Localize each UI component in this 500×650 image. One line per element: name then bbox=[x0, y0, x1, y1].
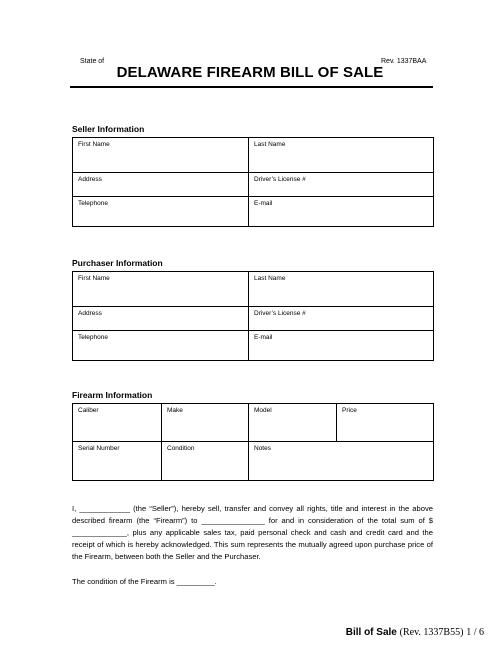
footer-revision: (Rev. 1337B55) bbox=[399, 627, 464, 638]
field-label: E-mail bbox=[254, 334, 273, 341]
field-label: Last Name bbox=[254, 275, 286, 282]
seller-last-name-field[interactable] bbox=[249, 138, 434, 173]
purchaser-email-field[interactable] bbox=[249, 331, 434, 361]
firearm-info-table bbox=[72, 403, 434, 481]
revision-code: Rev. 1337BAA bbox=[381, 58, 427, 65]
purchaser-first-name-field[interactable] bbox=[73, 272, 249, 307]
seller-section-heading: Seller Information bbox=[72, 124, 145, 134]
field-label: Last Name bbox=[254, 141, 286, 148]
firearm-section-heading: Firearm Information bbox=[72, 390, 153, 400]
seller-first-name-field[interactable] bbox=[73, 138, 249, 173]
field-label: Driver’s License # bbox=[254, 176, 306, 183]
firearm-model-field[interactable] bbox=[249, 404, 337, 442]
seller-address-field[interactable] bbox=[73, 173, 249, 197]
firearm-serial-number-field[interactable] bbox=[73, 442, 162, 481]
page-footer bbox=[346, 627, 484, 638]
field-label: Condition bbox=[167, 445, 195, 452]
seller-license-field[interactable] bbox=[249, 173, 434, 197]
field-label: Serial Number bbox=[78, 445, 120, 452]
footer-doc-name: Bill of Sale bbox=[345, 627, 397, 638]
seller-telephone-field[interactable] bbox=[73, 197, 249, 227]
field-label: Telephone bbox=[78, 334, 108, 341]
purchaser-telephone-field[interactable] bbox=[73, 331, 249, 361]
purchaser-section-heading: Purchaser Information bbox=[72, 258, 163, 268]
firearm-caliber-field[interactable] bbox=[73, 404, 162, 442]
firearm-price-field[interactable] bbox=[337, 404, 434, 442]
field-label: First Name bbox=[78, 141, 110, 148]
field-label: Price bbox=[342, 407, 357, 414]
state-label: State of bbox=[80, 58, 105, 65]
field-label: Model bbox=[254, 407, 272, 414]
sale-agreement-paragraph: I, ____________ (the “Seller”), hereby sell, transfer and convey all rights, title and interest in the above described firearm (the “Firearm”) to _______________ for and in consideration of the total sum of $ _____________, plus any applicable sales tax, paid personal check and cash and credit card and the receipt of which is hereby acknowledged. This sum represents the mutually agreed upon purchase price of the Firearm, between both the Seller and the Purchaser. bbox=[72, 504, 433, 562]
field-label: Driver’s License # bbox=[254, 310, 306, 317]
field-label: Caliber bbox=[78, 407, 99, 414]
purchaser-info-table bbox=[72, 271, 434, 361]
field-label: E-mail bbox=[254, 200, 273, 207]
firearm-make-field[interactable] bbox=[162, 404, 249, 442]
field-label: Address bbox=[78, 176, 102, 183]
firearm-notes-field[interactable] bbox=[249, 442, 434, 481]
document-title: DELAWARE FIREARM BILL OF SALE bbox=[116, 64, 384, 81]
purchaser-address-field[interactable] bbox=[73, 307, 249, 331]
title-divider bbox=[70, 86, 433, 88]
purchaser-last-name-field[interactable] bbox=[249, 272, 434, 307]
field-label: Notes bbox=[254, 445, 271, 452]
seller-email-field[interactable] bbox=[249, 197, 434, 227]
field-label: Make bbox=[167, 407, 183, 414]
footer-page-number: 1 / 6 bbox=[466, 627, 484, 638]
firearm-condition-field[interactable] bbox=[162, 442, 249, 481]
condition-statement: The condition of the Firearm is _________. bbox=[72, 577, 217, 586]
seller-info-table bbox=[72, 137, 434, 227]
field-label: Address bbox=[78, 310, 102, 317]
field-label: Telephone bbox=[78, 200, 108, 207]
purchaser-license-field[interactable] bbox=[249, 307, 434, 331]
field-label: First Name bbox=[78, 275, 110, 282]
